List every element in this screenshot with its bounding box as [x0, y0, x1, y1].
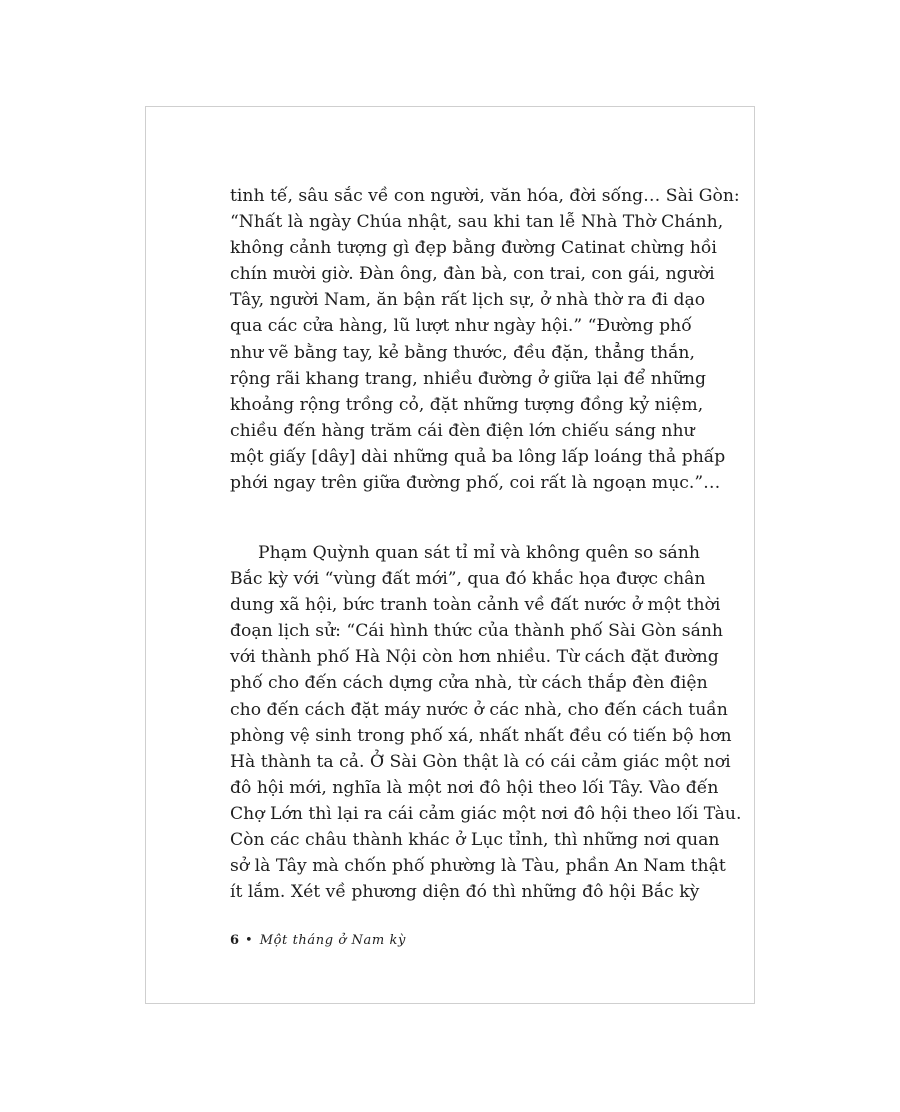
text-line: Chợ Lớn thì lại ra cái cảm giác một nơi đô hội theo lối Tàu. — [230, 803, 742, 824]
text-line: Còn các châu thành khác ở Lục tỉnh, thì những nơi quan — [230, 830, 720, 851]
text-line: phới ngay trên giữa đường phố, coi rất là ngoạn mục.”… — [230, 473, 721, 494]
text-line: đô hội mới, nghĩa là một nơi đô hội theo lối Tây. Vào đến — [230, 777, 719, 798]
text-line: phố cho đến cách dựng cửa nhà, từ cách thắp đèn điện — [230, 673, 708, 694]
text-line: qua các cửa hàng, lũ lượt như ngày hội.” “Đường phố — [230, 316, 692, 337]
text-line: phòng vệ sinh trong phố xá, nhất nhất đều có tiến bộ hơn — [230, 725, 732, 746]
text-line: không cảnh tượng gì đẹp bằng đường Catinat chừng hồi — [230, 238, 717, 259]
text-line: dung xã hội, bức tranh toàn cảnh về đất nước ở một thời — [230, 595, 721, 616]
paragraph-2 — [230, 540, 742, 905]
text-line: chín mười giờ. Đàn ông, đàn bà, con trai, con gái, người — [230, 264, 715, 285]
text-line: tinh tế, sâu sắc về con người, văn hóa, đời sống… Sài Gòn: — [230, 186, 740, 206]
text-line: “Nhất là ngày Chúa nhật, sau khi tan lễ Nhà Thờ Chánh, — [230, 212, 724, 233]
paragraph-1 — [230, 183, 740, 496]
text-line: rộng rãi khang trang, nhiều đường ở giữa lại để những — [230, 368, 706, 389]
text-line: như vẽ bằng tay, kẻ bằng thước, đều đặn, thẳng thắn, — [230, 342, 695, 363]
text-line: chiều đến hàng trăm cái đèn điện lớn chiếu sáng như — [230, 420, 695, 441]
text-line: khoảng rộng trồng cỏ, đặt những tượng đồng kỷ niệm, — [230, 394, 704, 415]
text-line: Hà thành ta cả. Ở Sài Gòn thật là có cái cảm giác một nơi — [230, 751, 731, 772]
text-line: với thành phố Hà Nội còn hơn nhiều. Từ cách đặt đường — [230, 647, 719, 668]
text-line: Tây, người Nam, ăn bận rất lịch sự, ở nhà thờ ra đi dạo — [230, 290, 706, 311]
text-line: sở là Tây mà chốn phố phường là Tàu, phần An Nam thật — [230, 856, 726, 877]
page-footer — [230, 933, 406, 948]
text-line: Phạm Quỳnh quan sát tỉ mỉ và không quên so sánh — [258, 543, 700, 563]
text-line: đoạn lịch sử: “Cái hình thức của thành phố Sài Gòn sánh — [230, 621, 723, 642]
book-page — [145, 106, 755, 1004]
text-line: Bắc kỳ với “vùng đất mới”, qua đó khắc họa được chân — [230, 569, 706, 590]
text-line: một giấy [dây] dài những quả ba lông lấp loáng thả phấp — [230, 446, 726, 467]
text-line: cho đến cách đặt máy nước ở các nhà, cho đến cách tuần — [230, 699, 728, 720]
page-number: 6 — [230, 933, 240, 948]
text-line: ít lắm. Xét về phương diện đó thì những đô hội Bắc kỳ — [230, 882, 700, 903]
running-title: Một tháng ở Nam kỳ — [259, 933, 406, 948]
bullet-separator: • — [245, 933, 253, 948]
